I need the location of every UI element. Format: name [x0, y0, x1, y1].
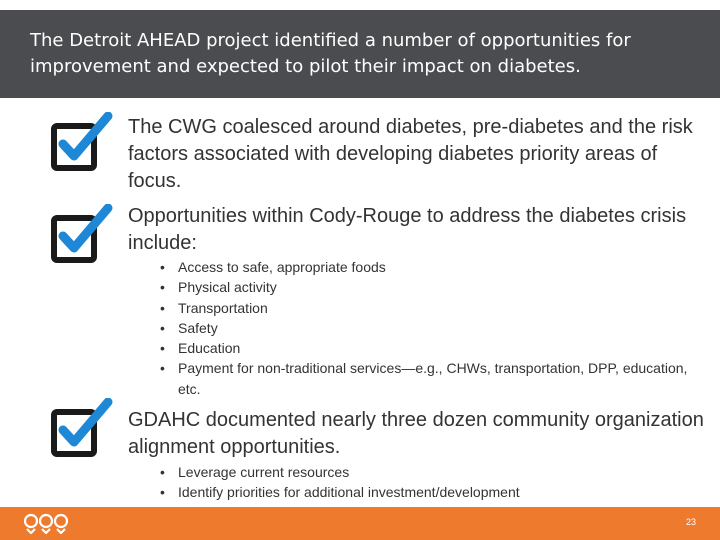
slide-title: The Detroit AHEAD project identified a number of opportunities for improvement and expected to pilot their impact on diabetes. — [30, 30, 631, 77]
organization-logo — [22, 512, 70, 534]
bullet-item: • Safety — [160, 318, 690, 338]
slide-header — [0, 10, 720, 98]
checkbox-checked-icon — [50, 112, 114, 174]
bullet-item: • Transportation — [160, 298, 690, 318]
item-text: The CWG coalesced around diabetes, pre-diabetes and the risk factors associated with developing diabetes priority areas of focus. — [128, 116, 693, 192]
bullet-item: • Leverage current resources — [160, 462, 690, 482]
bullet-list — [160, 462, 690, 503]
checkbox-checked-icon — [50, 204, 114, 266]
bullet-item: • Education — [160, 338, 690, 358]
bullet-list — [160, 257, 690, 399]
item-text: Opportunities within Cody-Rouge to address the diabetes crisis include: — [128, 205, 687, 254]
bullet-item: • Access to safe, appropriate foods — [160, 257, 690, 277]
bullet-item: • Identify priorities for additional investment/development — [160, 482, 690, 502]
page-number: 23 — [685, 517, 696, 527]
item-text: GDAHC documented nearly three dozen community organization alignment opportunities. — [128, 409, 704, 458]
slide-footer — [0, 507, 720, 540]
bullet-item: • Physical activity — [160, 277, 690, 297]
checkbox-checked-icon — [50, 398, 114, 460]
bullet-item: • Payment for non-traditional services—e.g., CHWs, transportation, DPP, education, etc. — [160, 358, 690, 399]
